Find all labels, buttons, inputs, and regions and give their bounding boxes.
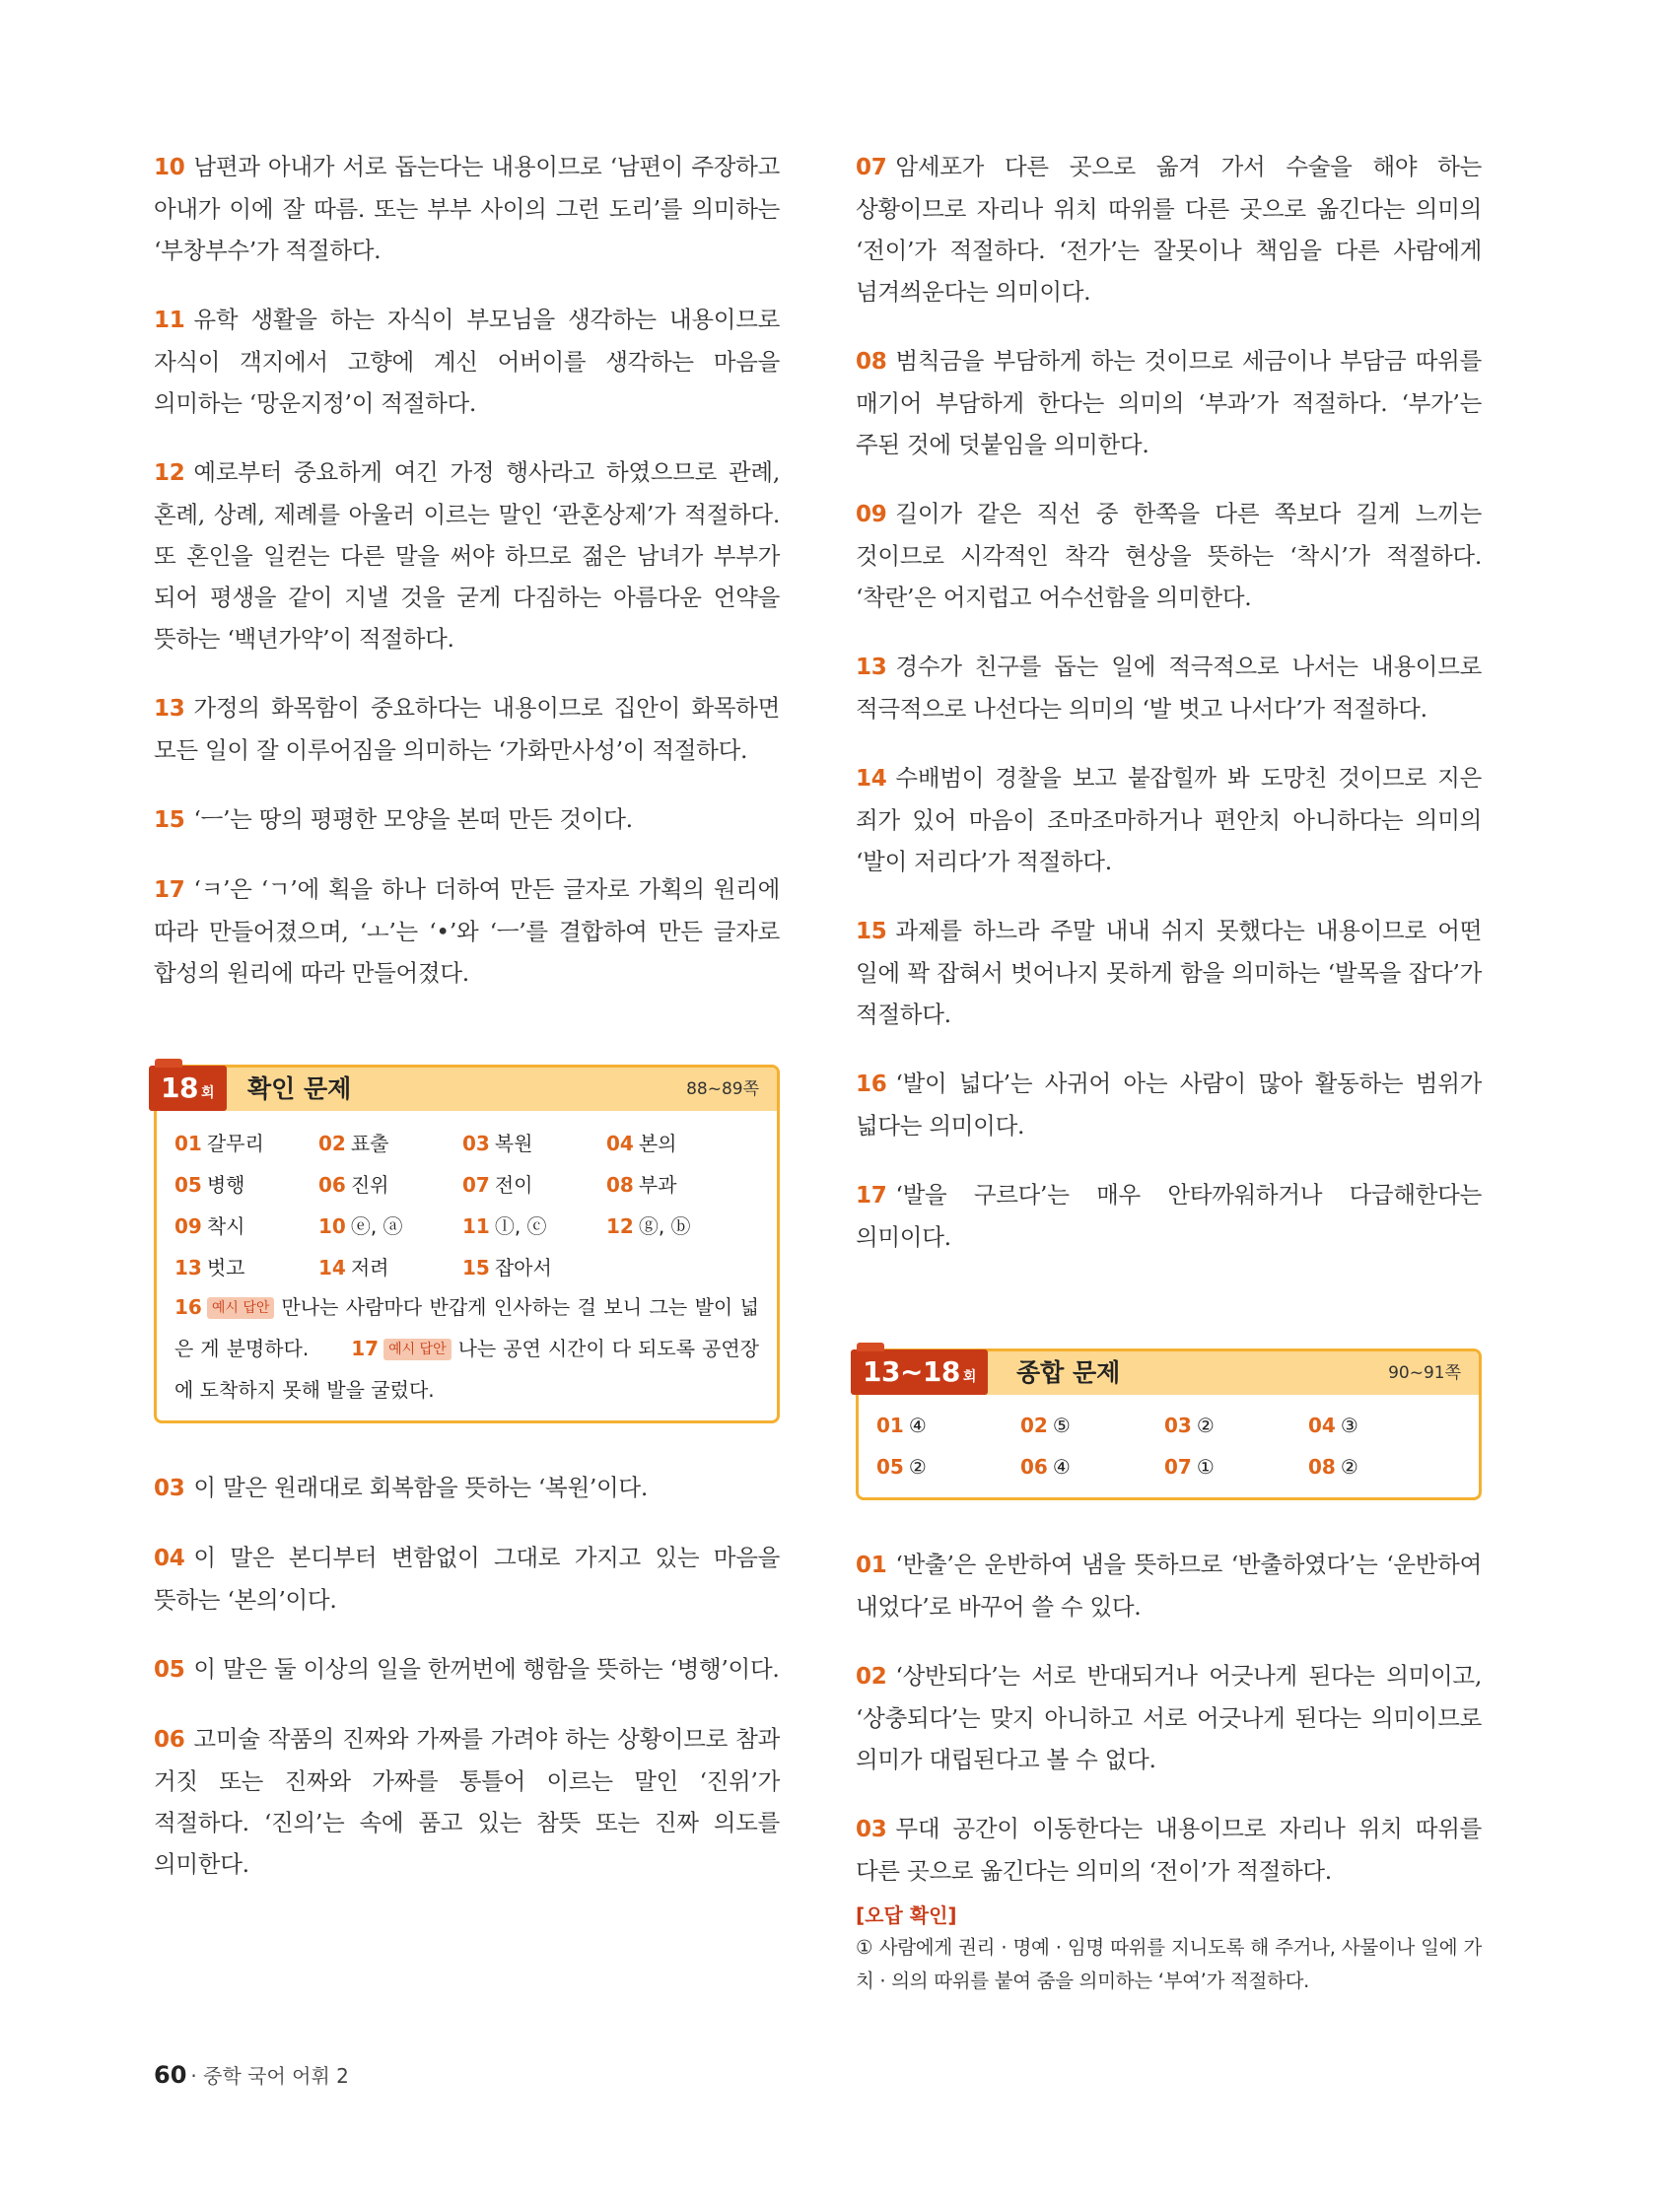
answer-value: ⓖ, ⓑ: [638, 1213, 691, 1238]
session-tag: [149, 1066, 227, 1111]
answer-number: 01: [876, 1414, 904, 1437]
answer-value: ②: [908, 1455, 927, 1479]
right-column: [856, 146, 1482, 1998]
answer-cell: [876, 1455, 1020, 1479]
answer-number: 07: [462, 1172, 490, 1197]
left-explanations-bottom: [154, 1467, 780, 1885]
question-number: 13: [856, 655, 887, 680]
answer-row: [876, 1446, 1461, 1487]
box-pages: 88~89쪽: [686, 1079, 759, 1099]
explanation-paragraph: [154, 868, 780, 994]
right-explanations: [856, 146, 1482, 1258]
explanation-text: ‘ㅡ’는 땅의 평평한 모양을 본떠 만든 것이다.: [193, 805, 633, 833]
question-number: 01: [856, 1553, 887, 1578]
explanation-paragraph: [856, 1174, 1482, 1258]
answer-number: 02: [1020, 1414, 1048, 1437]
answer-number: 04: [606, 1131, 634, 1155]
answer-number: 02: [318, 1131, 346, 1155]
question-number: 07: [856, 155, 887, 180]
left-column: [154, 146, 780, 1912]
answer-cell: [462, 1210, 606, 1239]
session-suffix: 회: [200, 1085, 215, 1101]
box-pages: 90~91쪽: [1388, 1363, 1461, 1383]
question-number: 12: [154, 460, 185, 486]
answer-number: 06: [1020, 1455, 1048, 1479]
answer-number: 17: [351, 1337, 380, 1360]
explanation-text: 고미술 작품의 진짜와 가짜를 가려야 하는 상황이므로 참과 거짓 또는 진짜와 가짜를 통틀어 이르는 말인 ‘진위’가 적절하다. ‘진의’는 속에 품고 있는 참뜻 또는 진짜 의도를 의미한다.: [154, 1725, 780, 1878]
answer-value: 본의: [638, 1131, 677, 1155]
question-number: 09: [856, 502, 887, 527]
explanation-text: 예로부터 중요하게 여긴 가정 행사라고 하였으므로 관례, 혼례, 상례, 제례를 아울러 이르는 말인 ‘관혼상제’가 적절하다. 또 혼인을 일컫는 다른 말을 써야 하므로 젊은 남녀가 부부가 되어 평생을 같이 지낼 것을 굳게 다짐하는 아름다운 언약을 뜻하는 ‘백년가약’이 적절하다.: [154, 458, 780, 653]
example-answer-badge: 예시 답안: [383, 1339, 452, 1360]
answer-number: 05: [174, 1172, 202, 1197]
answer-cell: [1020, 1414, 1164, 1437]
explanation-paragraph: [856, 340, 1482, 465]
box-body: [157, 1111, 777, 1420]
box-header: [157, 1068, 777, 1111]
answer-value: 착시: [206, 1213, 245, 1238]
answer-value: 복원: [494, 1131, 533, 1155]
answer-number: 01: [174, 1131, 202, 1155]
answer-value: 벗고: [206, 1255, 245, 1279]
explanation-text: 유학 생활을 하는 자식이 부모님을 생각하는 내용이므로 자식이 객지에서 고향에 계신 어버이를 생각하는 마음을 의미하는 ‘망운지정’이 적절하다.: [154, 306, 780, 417]
explanation-text: 이 말은 본디부터 변함없이 그대로 가지고 있는 마음을 뜻하는 ‘본의’이다.: [154, 1544, 780, 1614]
explanation-text: 범칙금을 부담하게 하는 것이므로 세금이나 부담금 따위를 매기어 부담하게 한다는 의미의 ‘부과’가 적절하다. ‘부가’는 주된 것에 덧붙임을 의미한다.: [856, 347, 1482, 458]
question-number: 13: [154, 696, 185, 722]
answer-text: 나는 공연 시간이 다 되도록 공연장에 도착하지 못해 발을 굴렀다.: [174, 1337, 759, 1402]
answer-cell: [174, 1128, 318, 1156]
session-suffix: 회: [962, 1369, 977, 1385]
answer-cell: [318, 1252, 462, 1280]
explanation-text: 이 말은 둘 이상의 일을 한꺼번에 행함을 뜻하는 ‘병행’이다.: [193, 1655, 780, 1683]
answer-number: 15: [462, 1255, 490, 1279]
explanation-paragraph: [154, 798, 780, 841]
book-title: 중학 국어 어휘 2: [203, 2064, 349, 2088]
answer-cell: [174, 1210, 318, 1239]
answer-cell: [1308, 1414, 1452, 1437]
answer-grid: [174, 1121, 759, 1286]
answer-cell: [462, 1128, 606, 1156]
box-title: 확인 문제: [247, 1074, 352, 1103]
quiz-answer-box-18: [154, 1065, 780, 1423]
answer-row: [174, 1121, 759, 1162]
answer-value: 저려: [350, 1255, 389, 1279]
left-explanations: [154, 146, 780, 994]
answer-value: 진위: [350, 1172, 389, 1197]
question-number: 16: [856, 1071, 887, 1097]
answer-value: 표출: [350, 1131, 389, 1155]
question-number: 17: [154, 877, 185, 903]
explanation-paragraph: [856, 757, 1482, 882]
review-answer-box-13-18: [856, 1348, 1482, 1500]
box-header: [859, 1351, 1479, 1395]
answer-number: 12: [606, 1213, 634, 1238]
explanation-text: 과제를 하느라 주말 내내 쉬지 못했다는 내용이므로 어떤 일에 꽉 잡혀서 벗어나지 못하게 함을 의미하는 ‘발목을 잡다’가 적절하다.: [856, 917, 1482, 1028]
explanation-paragraph: [154, 299, 780, 424]
answer-cell: [318, 1169, 462, 1198]
answer-cell: [318, 1128, 462, 1156]
answer-value: ①: [1196, 1455, 1215, 1479]
answer-number: 03: [1164, 1414, 1192, 1437]
explanation-text: ‘ㅋ’은 ‘ㄱ’에 획을 하나 더하여 만든 글자로 가획의 원리에 따라 만들어졌으며, ‘ㅗ’는 ‘•’와 ‘ㅡ’를 결합하여 만든 글자로 합성의 원리에 따라 만들어졌다.: [154, 875, 780, 987]
explanation-paragraph: [154, 146, 780, 271]
explanation-text: 가정의 화목함이 중요하다는 내용이므로 집안이 화목하면 모든 일이 잘 이루어짐을 의미하는 ‘가화만사성’이 적절하다.: [154, 694, 780, 764]
explanation-paragraph: [856, 1808, 1482, 1892]
question-number: 17: [856, 1183, 887, 1209]
answer-value: ④: [908, 1414, 927, 1437]
explanation-text: 수배범이 경찰을 보고 붙잡힐까 봐 도망친 것이므로 지은 죄가 있어 마음이 조마조마하거나 편안치 아니하다는 의미의 ‘발이 저리다’가 적절하다.: [856, 764, 1482, 875]
answer-value: ⓛ, ⓒ: [494, 1213, 547, 1238]
answer-cell: [876, 1414, 1020, 1437]
answer-cell: [174, 1169, 318, 1198]
answer-number: 11: [462, 1213, 490, 1238]
explanation-text: ‘반출’은 운반하여 냄을 뜻하므로 ‘반출하였다’는 ‘운반하여 내었다’로 바꾸어 쓸 수 있다.: [856, 1551, 1482, 1621]
explanation-paragraph: [154, 451, 780, 659]
answer-row: [876, 1405, 1461, 1446]
answer-value: ③: [1340, 1414, 1358, 1437]
explanation-text: ‘상반되다’는 서로 반대되거나 어긋나게 된다는 의미이고, ‘상충되다’는 맞지 아니하고 서로 어긋나게 된다는 의미이므로 의미가 대립된다고 볼 수 없다.: [856, 1662, 1482, 1773]
answer-cell: [462, 1169, 606, 1198]
explanation-text: 남편과 아내가 서로 돕는다는 내용이므로 ‘남편이 주장하고 아내가 이에 잘 따름. 또는 부부 사이의 그런 도리’를 의미하는 ‘부창부수’가 적절하다.: [154, 153, 780, 264]
footer-separator: ·: [190, 2064, 197, 2088]
answer-value: 병행: [206, 1172, 245, 1197]
session-number: 13~18: [863, 1355, 960, 1388]
explanation-paragraph: [154, 1718, 780, 1885]
answer-number: 03: [462, 1131, 490, 1155]
explanation-paragraph: [856, 493, 1482, 618]
question-number: 15: [154, 807, 185, 833]
box-body: [859, 1395, 1479, 1497]
answer-value: 갈무리: [206, 1131, 264, 1155]
answer-value: 부과: [638, 1172, 677, 1197]
answer-value: ④: [1052, 1455, 1071, 1479]
explanation-paragraph: [856, 1655, 1482, 1780]
question-number: 10: [154, 155, 185, 180]
answer-value: 잡아서: [494, 1255, 552, 1279]
question-number: 04: [154, 1546, 185, 1571]
answer-value: ②: [1196, 1414, 1215, 1437]
answer-cell: [1164, 1455, 1308, 1479]
page-footer: [154, 2060, 349, 2089]
explanation-paragraph: [154, 1648, 780, 1691]
answer-number: 04: [1308, 1414, 1336, 1437]
answer-number: 13: [174, 1255, 202, 1279]
answer-cell: [1164, 1414, 1308, 1437]
explanation-text: 이 말은 원래대로 회복함을 뜻하는 ‘복원’이다.: [193, 1474, 648, 1501]
answer-value: ⓔ, ⓐ: [350, 1213, 403, 1238]
page-number: 60: [154, 2061, 187, 2089]
session-tag: [851, 1349, 988, 1395]
answer-cell: [462, 1252, 606, 1280]
explanation-paragraph: [154, 687, 780, 771]
question-number: 14: [856, 766, 887, 792]
answer-cell: [606, 1254, 750, 1278]
explanation-text: ‘발을 구르다’는 매우 안타까워하거나 다급해한다는 의미이다.: [856, 1181, 1482, 1251]
explanation-paragraph: [154, 1467, 780, 1509]
explanation-paragraph: [856, 1544, 1482, 1627]
right-explanations-bottom: [856, 1544, 1482, 1892]
answer-value: ⑤: [1052, 1414, 1071, 1437]
question-number: 11: [154, 308, 185, 333]
explanation-text: 경수가 친구를 돕는 일에 적극적으로 나서는 내용이므로 적극적으로 나선다는 의미의 ‘발 벗고 나서다’가 적절하다.: [856, 653, 1482, 723]
answer-grid: [876, 1405, 1461, 1487]
session-number: 18: [161, 1071, 198, 1104]
answer-number: 14: [318, 1255, 346, 1279]
check-text: ① 사람에게 권리 · 명예 · 임명 따위를 지니도록 해 주거나, 사물이나 일에 가치 · 의의 따위를 붙여 줌을 의미하는 ‘부여’가 적절하다.: [856, 1936, 1482, 1992]
explanation-text: 암세포가 다른 곳으로 옮겨 가서 수술을 해야 하는 상황이므로 자리나 위치 따위를 다른 곳으로 옮긴다는 의미의 ‘전이’가 적절하다. ‘전가’는 잘못이나 책임을 다른 사람에게 넘겨씌운다는 의미이다.: [856, 153, 1482, 306]
explanation-paragraph: [856, 1063, 1482, 1146]
explanation-paragraph: [856, 146, 1482, 312]
answer-row: [174, 1245, 759, 1286]
answer-text: 만나는 사람마다 반갑게 인사하는 걸 보니 그는 발이 넓은 게 분명하다.: [174, 1295, 759, 1360]
box-title: 종합 문제: [1016, 1358, 1121, 1387]
question-number: 06: [154, 1727, 185, 1753]
question-number: 03: [856, 1817, 887, 1842]
answer-value: ②: [1340, 1455, 1358, 1479]
explanation-text: 길이가 같은 직선 중 한쪽을 다른 쪽보다 길게 느끼는 것이므로 시각적인 착각 현상을 뜻하는 ‘착시’가 적절하다. ‘착란’은 어지럽고 어수선함을 의미한다.: [856, 500, 1482, 611]
answer-cell: [318, 1210, 462, 1239]
answer-number: 16: [174, 1295, 202, 1319]
explanation-text: ‘발이 넓다’는 사귀어 아는 사람이 많아 활동하는 범위가 넓다는 의미이다.: [856, 1070, 1482, 1140]
question-number: 02: [856, 1664, 887, 1690]
explanation-text: 무대 공간이 이동한다는 내용이므로 자리나 위치 따위를 다른 곳으로 옮긴다는 의미의 ‘전이’가 적절하다.: [856, 1815, 1482, 1885]
answer-number: 08: [1308, 1455, 1336, 1479]
long-answers: [174, 1286, 759, 1411]
example-answer-badge: 예시 답안: [207, 1297, 275, 1319]
answer-cell: [606, 1210, 750, 1239]
answer-number: 07: [1164, 1455, 1192, 1479]
answer-number: 08: [606, 1172, 634, 1197]
answer-cell: [1308, 1455, 1452, 1479]
answer-cell: [606, 1128, 750, 1156]
question-number: 08: [856, 349, 887, 375]
answer-number: 10: [318, 1213, 346, 1238]
explanation-paragraph: [856, 910, 1482, 1035]
answer-cell: [174, 1252, 318, 1280]
answer-number: 09: [174, 1213, 202, 1238]
question-number: 15: [856, 919, 887, 944]
explanation-paragraph: [856, 646, 1482, 729]
answer-value: 전이: [494, 1172, 533, 1197]
question-number: 05: [154, 1657, 185, 1683]
answer-row: [174, 1162, 759, 1204]
check-title: [오답 확인]: [856, 1903, 957, 1927]
answer-cell: [606, 1169, 750, 1198]
answer-number: 06: [318, 1172, 346, 1197]
explanation-paragraph: [154, 1537, 780, 1621]
answer-row: [174, 1204, 759, 1245]
answer-cell: [1020, 1455, 1164, 1479]
answer-number: 05: [876, 1455, 904, 1479]
question-number: 03: [154, 1476, 185, 1501]
